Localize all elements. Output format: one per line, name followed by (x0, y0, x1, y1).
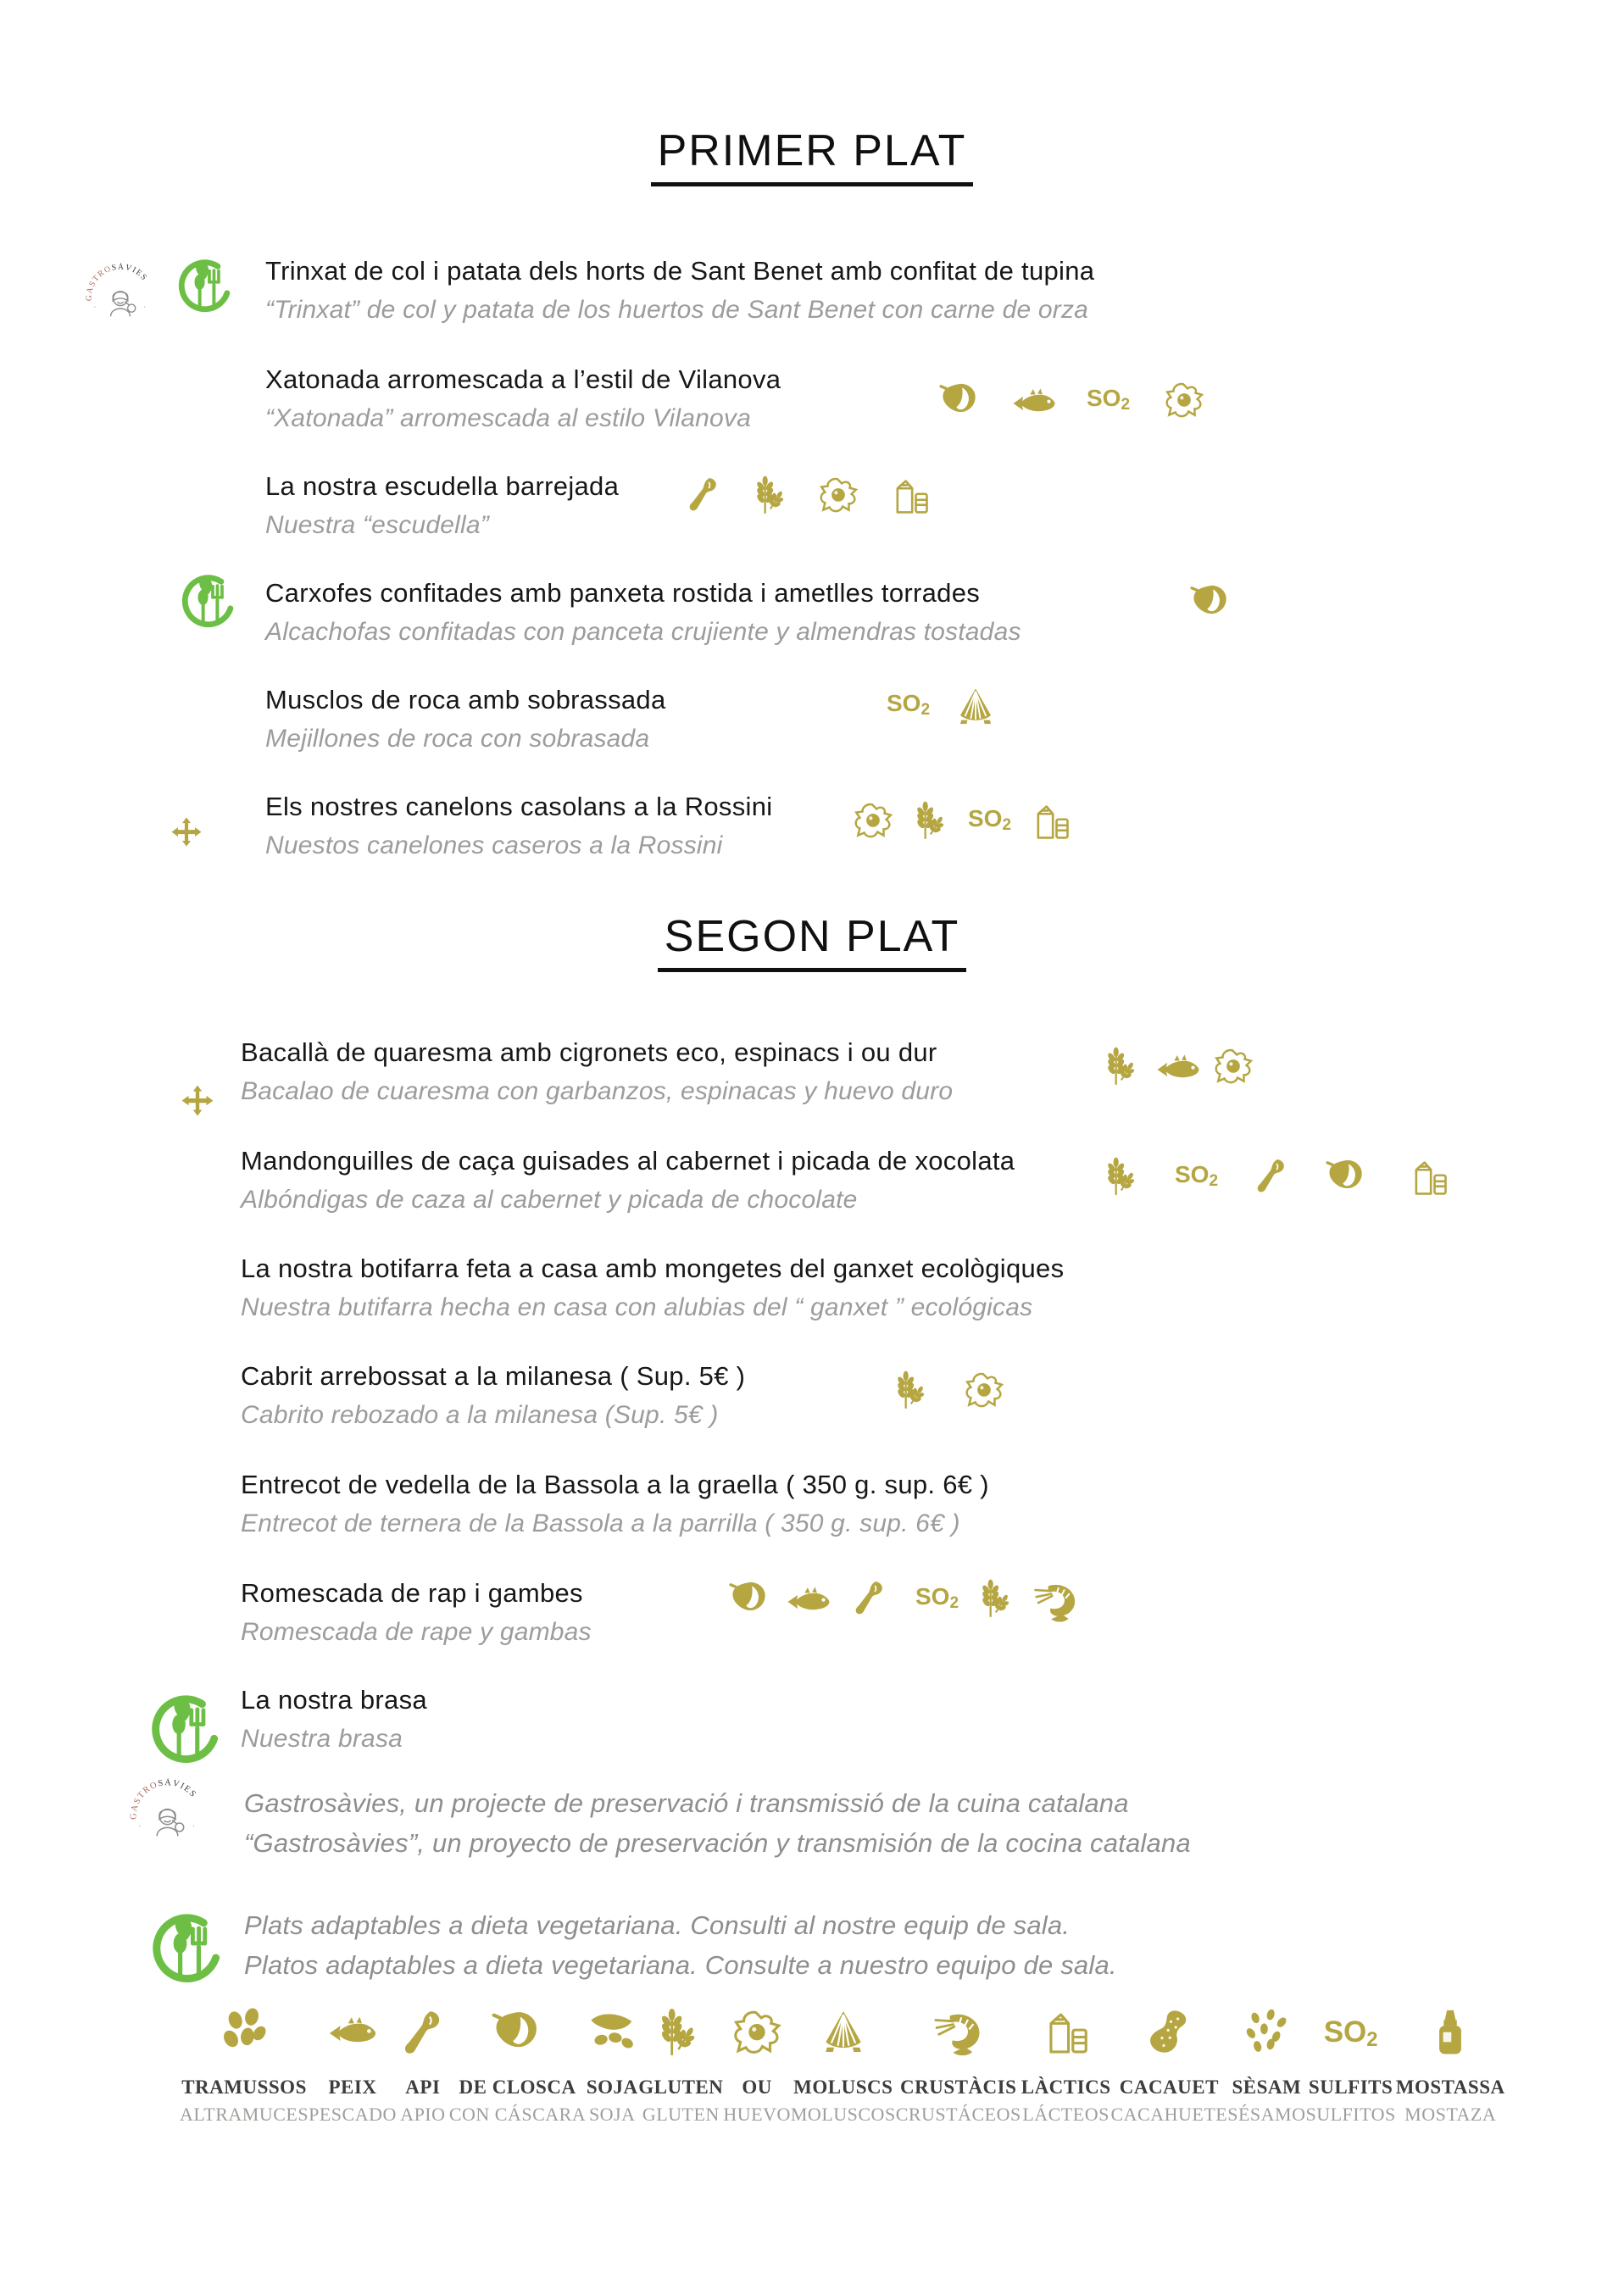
legend-label-spanish: HUEVO (723, 2104, 791, 2125)
legend-label-spanish: GLUTEN (642, 2104, 720, 2125)
svg-text:GASTROSÀVIES: GASTROSÀVIES (129, 1778, 198, 1820)
allergen-molluscs-icon (953, 685, 998, 731)
allergen-gluten-icon (1102, 1046, 1144, 1088)
legend-item-dairy (1021, 1999, 1111, 2126)
legend-item-fish (309, 1999, 397, 2126)
vegetarian-icon (147, 1914, 220, 1987)
allergen-gluten-icon (892, 1370, 934, 1412)
note-line-catalan: Gastrosàvies, un projecte de preservació i transmissió de la cuina catalana (244, 1788, 1129, 1818)
gluten-icon (654, 1999, 707, 2068)
dish-name-catalan: Mandonguilles de caça guisades al cabernet i picada de xocolata (241, 1146, 1015, 1176)
legend-item-mustard (1396, 1999, 1505, 2126)
dish-name-spanish: Nuestos canelones caseros a la Rossini (265, 831, 723, 859)
legend-label-catalan: OU (742, 2076, 772, 2098)
legend-label-catalan: CACAUET (1119, 2076, 1219, 2098)
legend-item-celery (397, 1999, 449, 2126)
allergen-sulfites-icon: $SO_2$ (915, 1583, 959, 1612)
dish-name-spanish: Nuestra “escudella” (265, 511, 489, 539)
dish-row (241, 1037, 953, 1106)
allergen-fish-icon (1154, 1046, 1202, 1093)
dish-name-catalan: Trinxat de col i patata dels horts de Sant Benet amb confitat de tupina (265, 256, 1095, 286)
allergen-egg-icon (1212, 1046, 1254, 1088)
molluscs-icon (817, 1999, 870, 2068)
allergen-nut-icon (1326, 1156, 1368, 1198)
dish-name-spanish: Alcachofas confitadas con panceta crujiente y almendras tostadas (265, 618, 1021, 646)
dish-name-spanish: Romescada de rape y gambas (241, 1618, 592, 1646)
legend-label-catalan: LÀCTICS (1021, 2076, 1111, 2098)
dish-name-catalan: Carxofes confitades amb panxeta rostida i ametlles torrades (265, 578, 981, 608)
allergen-celery-icon (683, 475, 724, 515)
allergen-egg-icon (852, 800, 894, 842)
allergen-celery-icon (849, 1578, 890, 1619)
celery-icon (397, 1999, 449, 2068)
footer-note (244, 1783, 1191, 1863)
dish-name-catalan: Els nostres canelons casolans a la Rossini (265, 792, 773, 821)
legend-label-spanish: SÉSAMO (1227, 2104, 1306, 2125)
legend-item-sesame (1227, 1999, 1305, 2126)
legend-label-spanish: SOJA (588, 2104, 636, 2125)
allergen-sulfites-icon: $SO_2$ (1175, 1161, 1219, 1190)
dish-row (265, 256, 1094, 325)
dish-row (241, 1470, 989, 1538)
dish-row (265, 685, 666, 753)
sulfites-icon: $SO_2$ (1323, 2015, 1378, 2051)
allergen-gluten-icon (911, 800, 954, 842)
legend-label-catalan: TRAMUSSOS (181, 2076, 307, 2098)
legend-label-spanish: ALTRAMUCES (180, 2104, 309, 2125)
legend-label-spanish: MOLUSCOS (790, 2104, 896, 2125)
legend-label-catalan: CRUSTÀCIS (899, 2076, 1017, 2098)
peanut-icon (1143, 1999, 1195, 2068)
dish-name-catalan: Entrecot de vedella de la Bassola a la graella ( 350 g. sup. 6€ ) (241, 1470, 989, 1499)
allergen-sulfites-icon: $SO_2$ (887, 690, 931, 719)
dish-row (265, 792, 772, 860)
nut-icon (492, 1999, 544, 2068)
legend-label-catalan: SULFITS (1308, 2076, 1393, 2098)
fish-icon (326, 1999, 379, 2068)
legend-label-spanish: CRUSTÁCEOS (895, 2104, 1021, 2125)
footer-note (244, 1905, 1117, 1985)
legend-label-catalan: DE CLOSCA (459, 2076, 576, 2098)
dish-row (265, 471, 619, 540)
allergen-fish-icon (1010, 380, 1058, 427)
allergen-egg-icon (817, 475, 859, 517)
dish-row (241, 1685, 427, 1754)
legend-label-spanish: LÁCTEOS (1022, 2104, 1110, 2125)
egg-icon (731, 1999, 783, 2068)
note-line-catalan: Plats adaptables a dieta vegetariana. Consulti al nostre equip de sala. (244, 1910, 1071, 1940)
legend-label-catalan: MOLUSCS (793, 2076, 893, 2098)
allergen-egg-icon (963, 1370, 1005, 1412)
dish-name-spanish: Entrecot de ternera de la Bassola a la parrilla ( 350 g. sup. 6€ ) (241, 1509, 960, 1537)
legend-label-spanish: SULFITOS (1305, 2104, 1396, 2125)
dish-row (241, 1254, 1064, 1322)
legend-label-catalan: MOSTASSA (1395, 2076, 1505, 2098)
dish-name-spanish: Cabrito rebozado a la milanesa (Sup. 5€ ) (241, 1401, 719, 1429)
soy-icon (586, 1999, 638, 2068)
dish-name-spanish: Bacalao de cuaresma con garbanzos, espinacas y huevo duro (241, 1077, 954, 1105)
allergen-dairy-icon (1029, 800, 1073, 844)
allergen-nut-icon (939, 380, 982, 422)
allergen-sulfites-icon: $SO_2$ (1087, 385, 1131, 414)
legend-label-spanish: APIO (400, 2104, 446, 2125)
legend-label-catalan: GLUTEN (638, 2076, 724, 2098)
legend-label-catalan: PEIX (328, 2076, 377, 2098)
allergen-legend (180, 1999, 1505, 2126)
legend-label-catalan: API (405, 2076, 441, 2098)
vegetarian-icon (178, 575, 234, 631)
dish-name-catalan: La nostra escudella barrejada (265, 471, 620, 501)
legend-item-sulfites (1305, 1999, 1395, 2126)
dish-name-spanish: Albóndigas de caza al cabernet y picada de chocolate (241, 1186, 858, 1214)
section-title (0, 125, 1624, 186)
dish-row (241, 1361, 745, 1430)
dish-name-spanish: “Trinxat” de col y patata de los huertos de Sant Benet con carne de orza (265, 296, 1089, 324)
note-line-spanish: Platos adaptables a dieta vegetariana. Consulte a nuestro equipo de sala. (244, 1950, 1117, 1980)
allergen-gluten-icon (1102, 1156, 1144, 1198)
dish-name-catalan: La nostra brasa (241, 1685, 427, 1715)
dish-row (241, 1146, 1015, 1215)
legend-item-molluscs (791, 1999, 896, 2126)
dish-name-spanish: Mejillones de roca con sobrasada (265, 725, 650, 753)
dish-row (265, 578, 1021, 647)
legend-item-gluten (638, 1999, 723, 2126)
vegetarian-icon (147, 1695, 219, 1767)
allergen-dairy-icon (1407, 1156, 1451, 1200)
sesame-icon (1240, 1999, 1293, 2068)
legend-label-spanish: CON CÁSCARA (448, 2104, 587, 2125)
move-cursor-icon (170, 815, 203, 849)
dish-name-catalan: Musclos de roca amb sobrassada (265, 685, 666, 714)
crustaceans-icon (932, 1999, 985, 2068)
gastrosavies-logo-icon (127, 1778, 208, 1859)
dish-name-spanish: “Xatonada” arromescada al estilo Vilanova (265, 404, 751, 432)
move-cursor-icon (180, 1083, 215, 1119)
legend-label-spanish: PESCADO (309, 2104, 397, 2125)
legend-item-soy (586, 1999, 638, 2126)
legend-item-nut (449, 1999, 586, 2126)
dish-row (265, 364, 781, 433)
note-line-spanish: “Gastrosàvies”, un proyecto de preservación y transmisión de la cocina catalana (244, 1828, 1191, 1858)
dish-row (241, 1578, 592, 1647)
section-title-text: PRIMER PLAT (651, 125, 974, 186)
mustard-icon (1424, 1999, 1477, 2068)
dairy-icon (1040, 1999, 1093, 2068)
legend-item-lupins (180, 1999, 309, 2126)
allergen-egg-icon (1163, 380, 1205, 422)
allergen-nut-icon (729, 1578, 771, 1621)
legend-label-spanish: MOSTAZA (1404, 2104, 1497, 2125)
dish-name-catalan: La nostra botifarra feta a casa amb mongetes del ganxet ecològiques (241, 1254, 1065, 1283)
gastrosavies-logo-icon (83, 263, 158, 337)
legend-label-catalan: SOJA (586, 2076, 638, 2098)
svg-text:·: · (138, 1821, 142, 1831)
dish-name-catalan: Xatonada arromescada a l’estil de Vilanova (265, 364, 781, 394)
allergen-crustaceans-icon (1032, 1578, 1080, 1626)
section-title (0, 911, 1624, 972)
svg-text:·: · (143, 302, 147, 311)
lupins-icon (218, 1999, 270, 2068)
dish-name-catalan: Romescada de rap i gambes (241, 1578, 583, 1608)
legend-item-crustaceans (896, 1999, 1021, 2126)
dish-name-spanish: Nuestra butifarra hecha en casa con alubias del “ ganxet ” ecológicas (241, 1293, 1033, 1321)
legend-item-peanut (1111, 1999, 1228, 2126)
allergen-nut-icon (1190, 581, 1232, 624)
legend-label-catalan: SÈSAM (1232, 2076, 1302, 2098)
svg-text:GASTROSÀVIES: GASTROSÀVIES (84, 263, 150, 302)
svg-text:·: · (192, 1821, 196, 1831)
allergen-dairy-icon (888, 475, 932, 519)
allergen-gluten-icon (751, 475, 793, 517)
legend-item-egg (723, 1999, 791, 2126)
svg-text:·: · (93, 302, 97, 311)
allergen-gluten-icon (976, 1578, 1019, 1621)
legend-label-spanish: CACAHUETE (1110, 2104, 1228, 2125)
allergen-celery-icon (1251, 1156, 1292, 1197)
vegetarian-icon (175, 259, 231, 315)
dish-name-spanish: Nuestra brasa (241, 1725, 403, 1753)
allergen-sulfites-icon: $SO_2$ (968, 805, 1012, 834)
allergen-fish-icon (785, 1578, 832, 1626)
dish-name-catalan: Cabrit arrebossat a la milanesa ( Sup. 5€ ) (241, 1361, 746, 1391)
dish-name-catalan: Bacallà de quaresma amb cigronets eco, espinacs i ou dur (241, 1037, 937, 1067)
section-title-text: SEGON PLAT (658, 911, 966, 972)
